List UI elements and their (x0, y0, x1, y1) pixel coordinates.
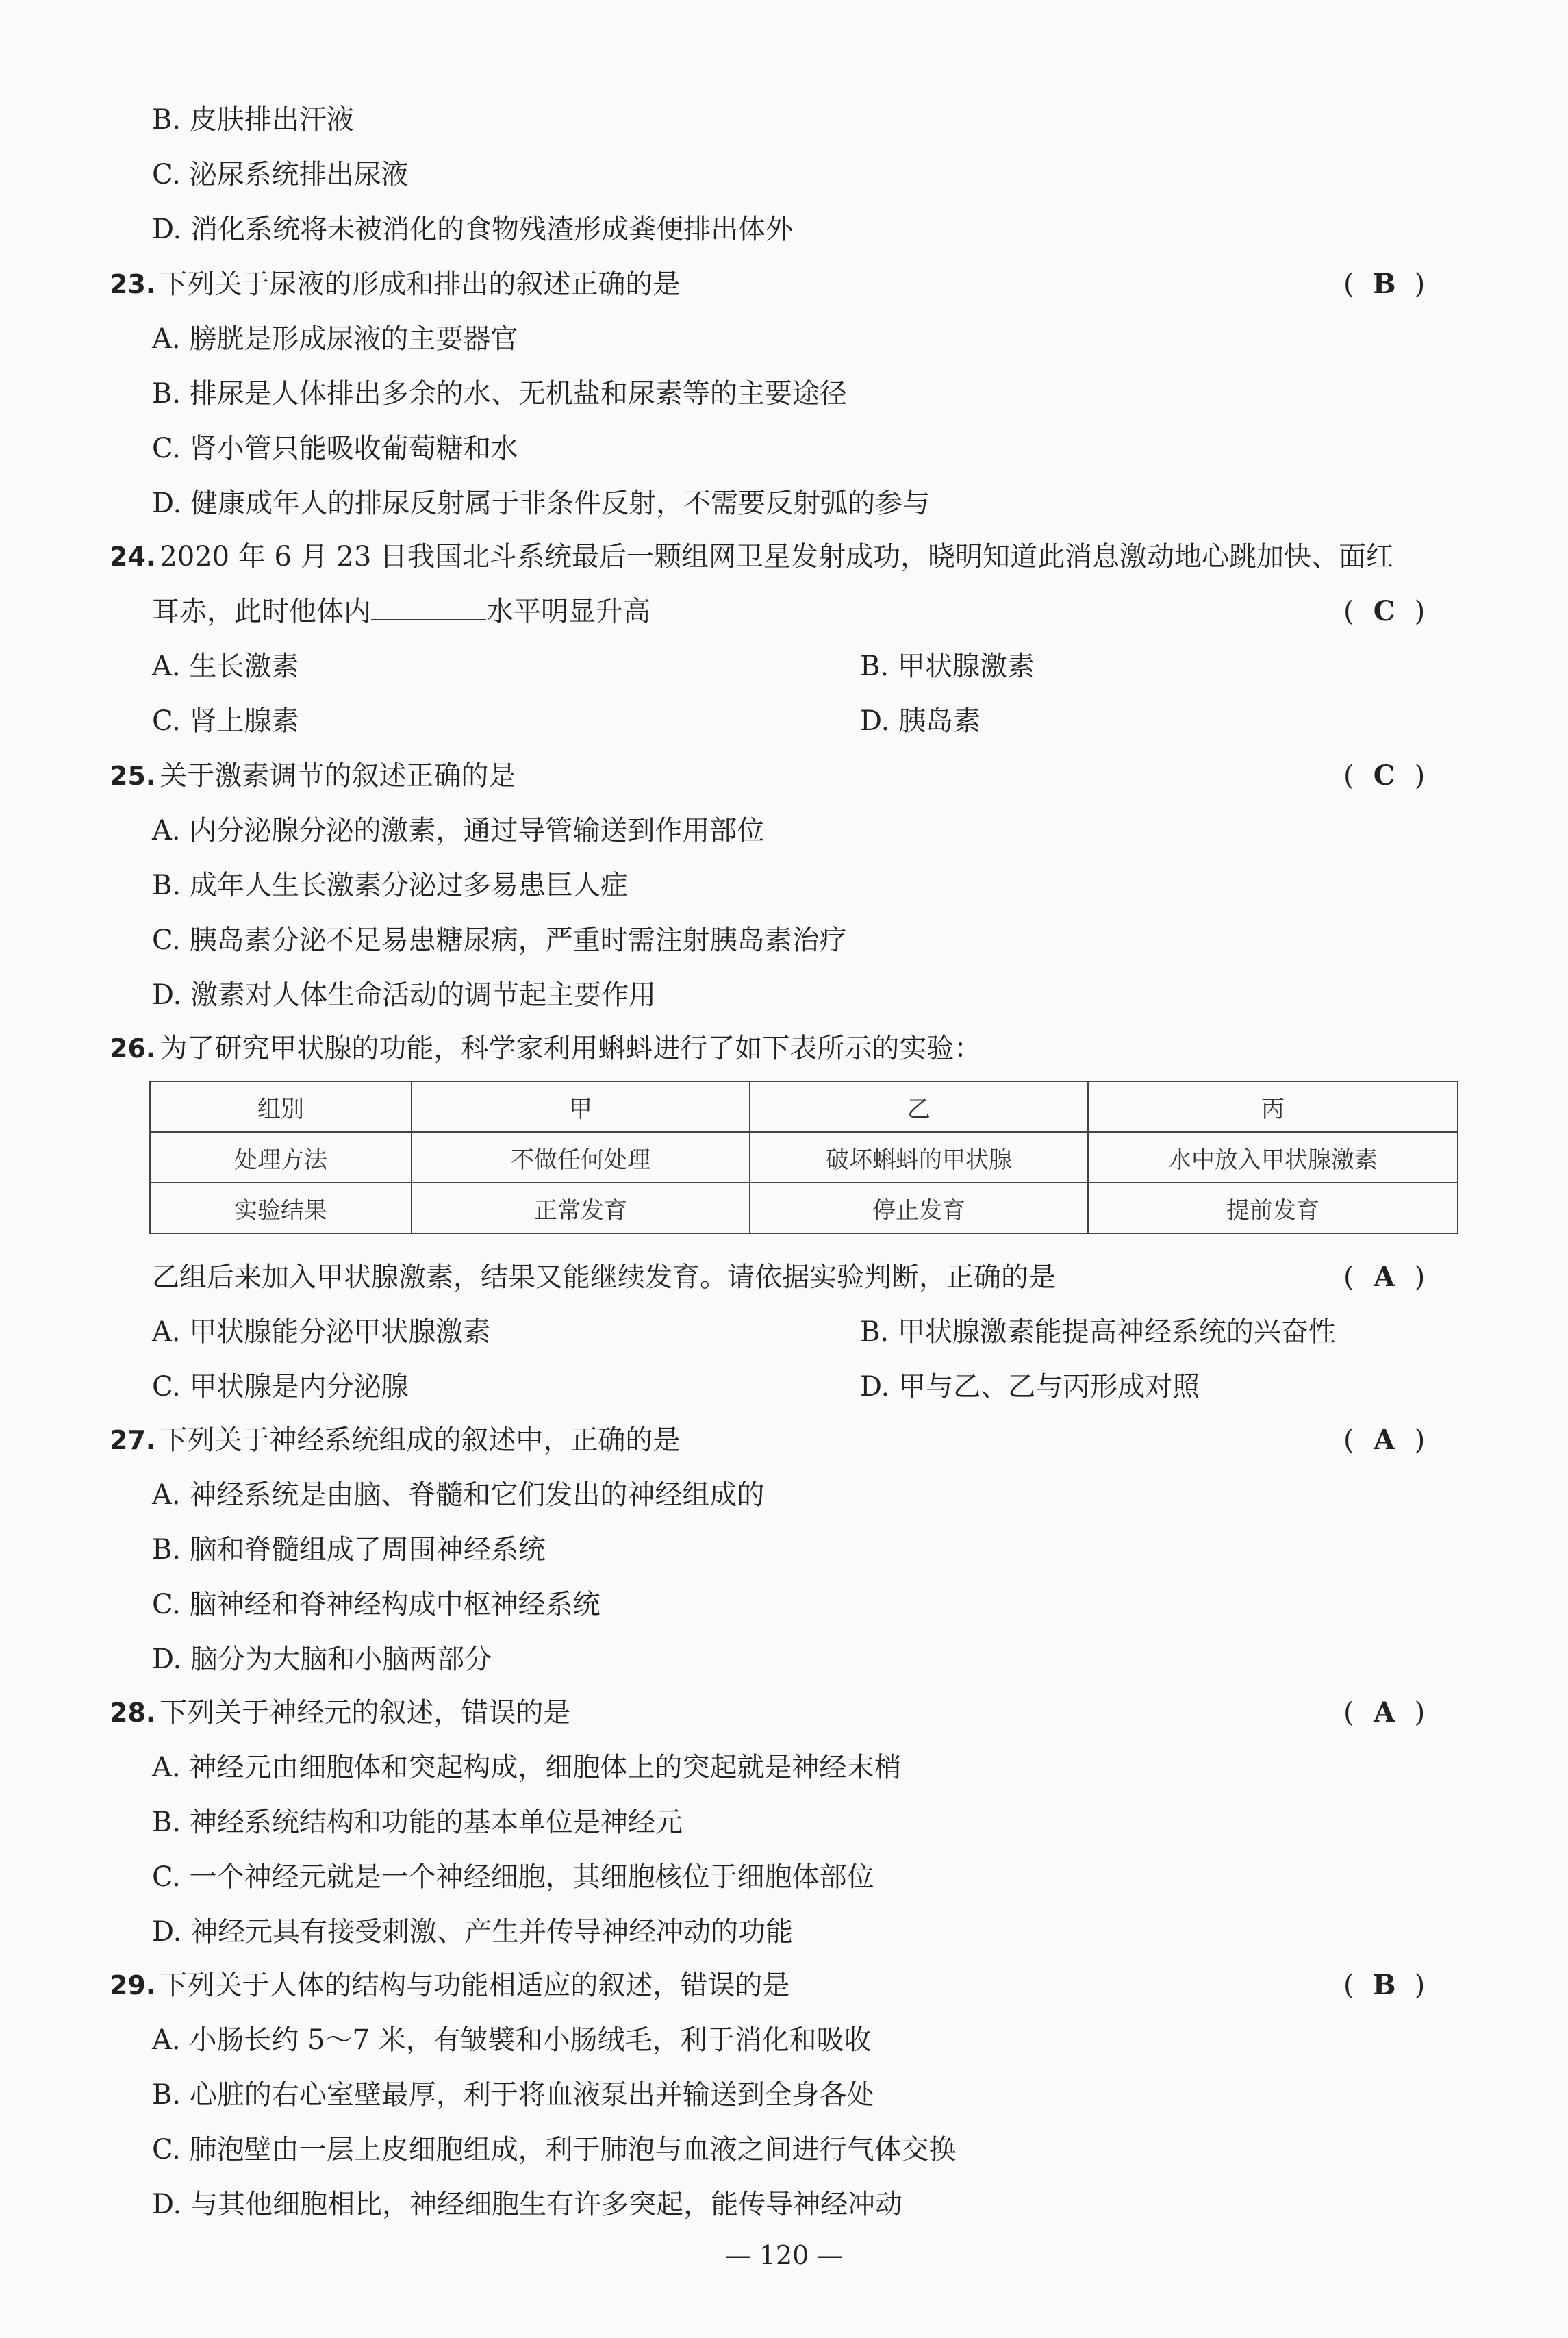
q24-text-2a: 耳赤，此时他体内 (152, 596, 371, 627)
q24-option-b: B. 甲状腺激素 (860, 651, 1035, 682)
bracket-close: ) (1414, 268, 1426, 300)
q29-answer (1343, 1967, 1425, 2004)
q23-option-c: C. 肾小管只能吸收葡萄糖和水 (152, 433, 518, 464)
q27-text: 下列关于神经系统组成的叙述中，正确的是 (160, 1424, 681, 1456)
bracket-open: ( (1343, 1970, 1354, 2001)
table-header-cell: 乙 (750, 1081, 1088, 1132)
q26-option-d: D. 甲与乙、乙与丙形成对照 (860, 1371, 1200, 1403)
q22-option-b: B. 皮肤排出汗液 (152, 104, 354, 136)
q27-option-d: D. 脑分为大脑和小脑两部分 (152, 1644, 492, 1675)
q24-option-a: A. 生长激素 (152, 651, 299, 682)
bracket-open: ( (1343, 1261, 1354, 1293)
q28-answer (1343, 1694, 1425, 1731)
q29-option-b: B. 心脏的右心室壁最厚，利于将血液泵出并输送到全身各处 (152, 2079, 874, 2111)
table-cell: 水中放入甲状腺激素 (1088, 1132, 1458, 1183)
bracket-close: ) (1414, 596, 1426, 627)
q27-answer-letter: A (1374, 1424, 1395, 1456)
q26-option-c: C. 甲状腺是内分泌腺 (152, 1371, 409, 1403)
table-cell: 处理方法 (150, 1132, 412, 1183)
bracket-open: ( (1343, 1697, 1354, 1729)
q23-answer-letter: B (1372, 268, 1396, 300)
q26-number: 26. (110, 1033, 156, 1064)
q28-option-a: A. 神经元由细胞体和突起构成，细胞体上的突起就是神经末梢 (152, 1752, 902, 1783)
q28-answer-letter: A (1374, 1696, 1395, 1729)
q25-number: 25. (110, 761, 156, 791)
bracket-open: ( (1343, 1424, 1354, 1456)
experiment-table (149, 1081, 1458, 1234)
q25-option-d: D. 激素对人体生命活动的调节起主要作用 (152, 979, 657, 1011)
q25-option-c: C. 胰岛素分泌不足易患糖尿病，严重时需注射胰岛素治疗 (152, 925, 847, 956)
table-header-cell: 组别 (150, 1081, 412, 1132)
q25-stem (110, 757, 516, 794)
q24-text-2b: 水平明显升高 (486, 596, 650, 627)
q29-option-c: C. 肺泡壁由一层上皮细胞组成，利于肺泡与血液之间进行气体交换 (152, 2134, 957, 2165)
q27-option-c: C. 脑神经和脊神经构成中枢神经系统 (152, 1589, 600, 1620)
q23-stem (110, 266, 680, 303)
table-cell: 破坏蝌蚪的甲状腺 (750, 1132, 1088, 1183)
bracket-open: ( (1343, 760, 1354, 792)
q22-option-c: C. 泌尿系统排出尿液 (152, 159, 409, 190)
q29-text: 下列关于人体的结构与功能相适应的叙述，错误的是 (160, 1970, 790, 2001)
q27-number: 27. (110, 1425, 156, 1455)
q28-text: 下列关于神经元的叙述，错误的是 (160, 1697, 571, 1729)
bracket-open: ( (1343, 268, 1354, 300)
bracket-close: ) (1414, 1970, 1426, 2001)
q24-option-c: C. 肾上腺素 (152, 705, 299, 737)
q23-option-b: B. 排尿是人体排出多余的水、无机盐和尿素等的主要途径 (152, 378, 847, 410)
q24-stem-line1 (110, 538, 1393, 575)
table-header-cell: 丙 (1088, 1081, 1458, 1132)
q25-answer-letter: C (1373, 759, 1395, 792)
q25-text: 关于激素调节的叙述正确的是 (160, 760, 516, 792)
q26-answer-letter: A (1374, 1261, 1395, 1293)
table-cell: 实验结果 (150, 1183, 412, 1233)
q28-number: 28. (110, 1698, 156, 1728)
q24-answer (1343, 593, 1425, 630)
bracket-close: ) (1414, 1261, 1426, 1293)
bracket-close: ) (1414, 1424, 1426, 1456)
q29-number: 29. (110, 1970, 156, 2000)
q26-stem (110, 1030, 981, 1067)
table-header-cell: 甲 (412, 1081, 750, 1132)
table-cell: 提前发育 (1088, 1183, 1458, 1233)
bracket-open: ( (1343, 596, 1354, 627)
table-row (150, 1132, 1458, 1183)
q28-option-b: B. 神经系统结构和功能的基本单位是神经元 (152, 1807, 683, 1838)
q23-number: 23. (110, 269, 156, 299)
q24-answer-letter: C (1373, 595, 1395, 627)
q26-option-b: B. 甲状腺激素能提高神经系统的兴奋性 (860, 1316, 1336, 1348)
fill-blank (371, 594, 486, 620)
table-cell: 停止发育 (750, 1183, 1088, 1233)
q22-option-d: D. 消化系统将未被消化的食物残渣形成粪便排出体外 (152, 214, 794, 245)
q24-text-1: 2020 年 6 月 23 日我国北斗系统最后一颗组网卫星发射成功，晓明知道此消息激动地心跳加快、面红 (160, 541, 1394, 573)
q29-option-d: D. 与其他细胞相比，神经细胞生有许多突起，能传导神经冲动 (152, 2189, 903, 2220)
q25-option-b: B. 成年人生长激素分泌过多易患巨人症 (152, 870, 628, 901)
q27-option-a: A. 神经系统是由脑、脊髓和它们发出的神经组成的 (152, 1479, 765, 1511)
q29-stem (110, 1967, 789, 2004)
q29-option-a: A. 小肠长约 5～7 米，有皱襞和小肠绒毛，利于消化和吸收 (152, 2024, 872, 2056)
table-header-row (150, 1081, 1458, 1132)
page-number: — 120 — (724, 2240, 844, 2270)
q23-option-d: D. 健康成年人的排尿反射属于非条件反射，不需要反射弧的参与 (152, 488, 931, 519)
q23-text: 下列关于尿液的形成和排出的叙述正确的是 (160, 268, 681, 300)
q25-option-a: A. 内分泌腺分泌的激素，通过导管输送到作用部位 (152, 815, 765, 846)
q26-stem-2: 乙组后来加入甲状腺激素，结果又能继续发育。请依据实验判断，正确的是 (152, 1261, 1056, 1293)
q28-option-d: D. 神经元具有接受刺激、产生并传导神经冲动的功能 (152, 1916, 794, 1948)
q24-option-d: D. 胰岛素 (860, 705, 981, 737)
q28-stem (110, 1694, 570, 1731)
table-cell: 正常发育 (412, 1183, 750, 1233)
table-row (150, 1183, 1458, 1233)
q26-text: 为了研究甲状腺的功能，科学家利用蝌蚪进行了如下表所示的实验： (160, 1033, 982, 1064)
q25-answer (1343, 757, 1425, 794)
q27-option-b: B. 脑和脊髓组成了周围神经系统 (152, 1534, 546, 1566)
q27-answer (1343, 1422, 1425, 1459)
q27-stem (110, 1422, 680, 1459)
q24-number: 24. (110, 542, 156, 572)
bracket-close: ) (1414, 1697, 1426, 1729)
q24-stem-line2 (152, 593, 650, 630)
q26-answer (1343, 1259, 1425, 1296)
bracket-close: ) (1414, 760, 1426, 792)
table-cell: 不做任何处理 (412, 1132, 750, 1183)
q28-option-c: C. 一个神经元就是一个神经细胞，其细胞核位于细胞体部位 (152, 1861, 874, 1893)
q29-answer-letter: B (1372, 1969, 1396, 2001)
q26-option-a: A. 甲状腺能分泌甲状腺激素 (152, 1316, 491, 1348)
q23-answer (1343, 266, 1425, 303)
q23-option-a: A. 膀胱是形成尿液的主要器官 (152, 323, 518, 355)
